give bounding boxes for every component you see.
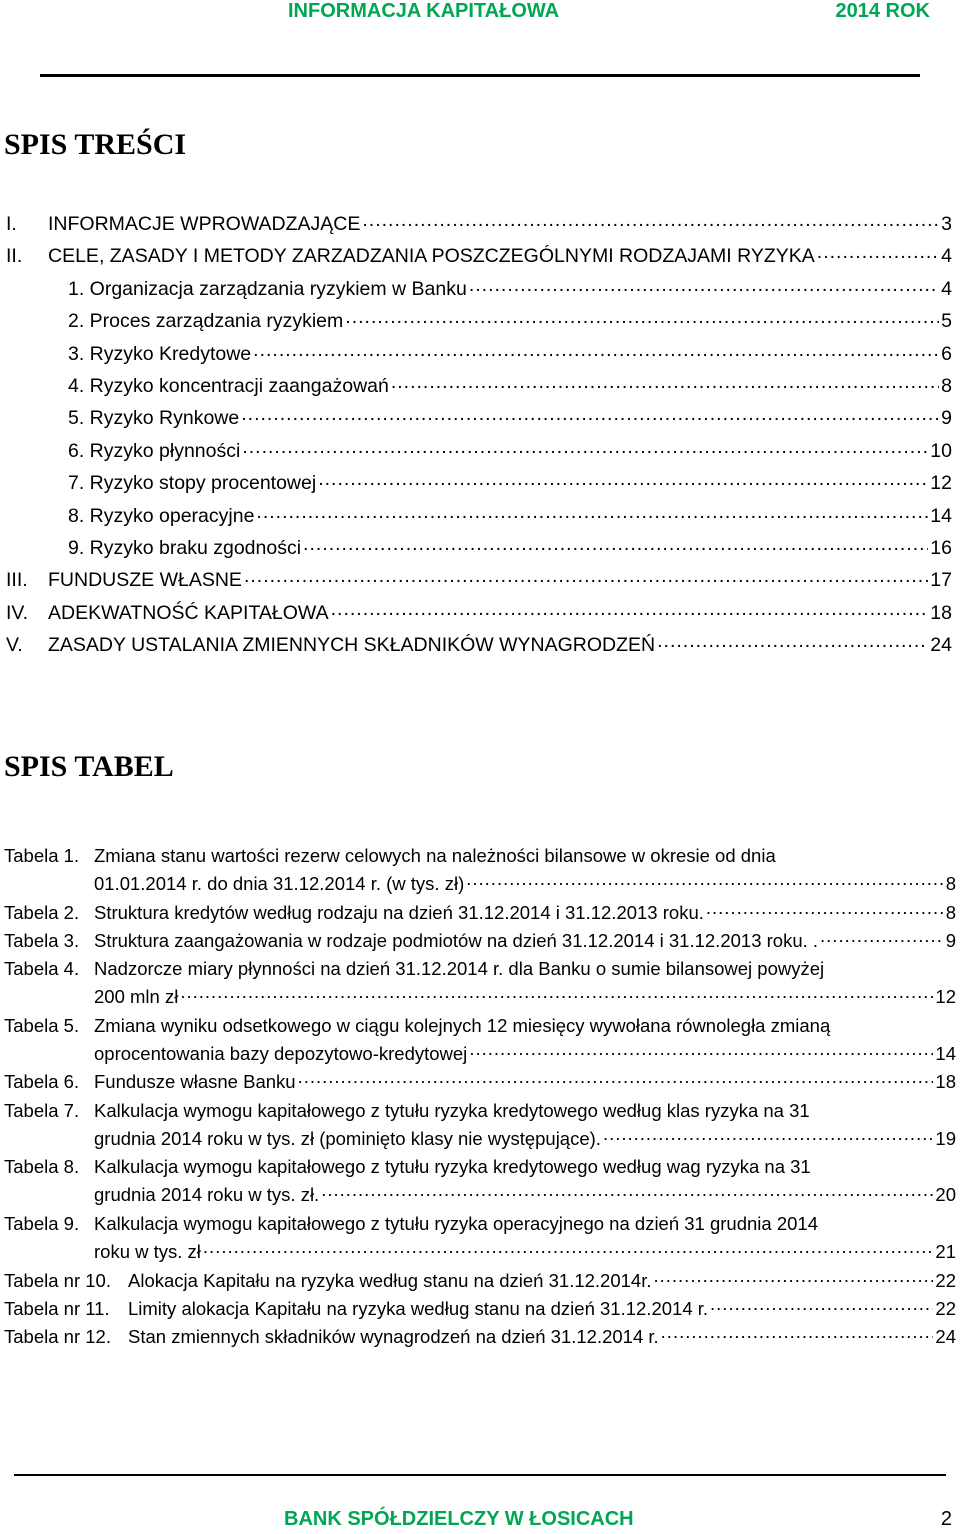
dot-leader: [710, 1290, 933, 1318]
table-entry-text: Nadzorcze miary płynności na dzień 31.12.2014 r. dla Banku o sumie bilansowej powyżej: [94, 958, 825, 980]
toc-entry-text: FUNDUSZE WŁASNE: [48, 569, 242, 592]
toc-entry-text: 9. Ryzyko braku zgodności: [68, 537, 302, 559]
table-entry-page: 22: [935, 1269, 956, 1291]
toc-entry-page: 6: [941, 342, 952, 365]
toc-entry[interactable]: [0, 431, 956, 463]
table-entry[interactable]: [4, 1153, 956, 1209]
table-entry-page: 14: [935, 1042, 956, 1064]
toc-entry-text: ZASADY USTALANIA ZMIENNYCH SKŁADNIKÓW WYNAGRODZEŃ: [48, 634, 656, 657]
toc-entry-page: 24: [930, 634, 952, 657]
toc-entry[interactable]: [0, 301, 956, 333]
table-entry-text: grudnia 2014 roku w tys. zł (pominięto klasy nie występujące).: [94, 1127, 601, 1149]
table-entry[interactable]: [4, 927, 956, 955]
footer-bank-name: BANK SPÓŁDZIELCZY W ŁOSICACH: [284, 1508, 634, 1530]
toc-entry-text: 6. Ryzyko płynności: [68, 439, 241, 462]
toc-entry-page: 17: [930, 569, 952, 592]
table-entry[interactable]: [4, 1068, 956, 1096]
table-entry-label: Tabela 4.: [4, 958, 80, 980]
table-entry-page: 19: [935, 1127, 956, 1149]
toc-entry-text: 5. Ryzyko Rynkowe: [68, 407, 240, 430]
toc-entry-number: II.: [6, 245, 23, 268]
table-entry[interactable]: [4, 1012, 956, 1068]
toc-entry-text: 4. Ryzyko koncentracji zaangażowań: [68, 375, 389, 397]
dot-leader: [345, 306, 939, 329]
dot-leader: [661, 1318, 934, 1346]
dot-leader: [391, 371, 939, 394]
table-entry-label: Tabela 2.: [4, 901, 80, 923]
table-entry-label: Tabela 6.: [4, 1071, 80, 1093]
dot-leader: [298, 1063, 934, 1091]
toc-entry-text: 7. Ryzyko stopy procentowej: [68, 472, 317, 495]
table-entry-label: Tabela nr 11.: [4, 1297, 110, 1319]
toc-entry-number: IV.: [6, 601, 29, 624]
page-number: 2: [940, 1508, 952, 1530]
table-entry-text: roku w tys. zł: [94, 1240, 201, 1262]
table-entry-page: 21: [935, 1240, 956, 1262]
dot-leader: [362, 209, 939, 232]
table-entry-page: 18: [935, 1071, 956, 1093]
table-entry-label: Tabela 1.: [4, 845, 80, 866]
toc-entry[interactable]: [0, 366, 956, 398]
table-entry-text: Kalkulacja wymogu kapitałowego z tytułu ryzyka kredytowego według wag ryzyka na 31: [94, 1156, 811, 1178]
table-entry-label: Tabela 3.: [4, 929, 80, 951]
toc-entry-page: 18: [930, 601, 952, 624]
toc-entry-page: 8: [941, 375, 952, 397]
table-entry-page: 20: [935, 1184, 956, 1206]
dot-leader: [469, 1035, 933, 1063]
toc-entry-text: 3. Ryzyko Kredytowe: [68, 342, 252, 365]
dot-leader: [242, 436, 928, 459]
toc-entry-page: 3: [941, 213, 952, 235]
toc-entry[interactable]: [0, 593, 956, 625]
table-entry-text: Zmiana stanu wartości rezerw celowych na należności bilansowe w okresie od dnia: [94, 845, 776, 866]
dot-leader: [817, 241, 939, 264]
table-entry-label: Tabela nr 10.: [4, 1269, 111, 1291]
toc-entry-page: 4: [941, 277, 952, 300]
tables-heading: SPIS TABEL: [4, 750, 174, 783]
table-entry-text: Kalkulacja wymogu kapitałowego z tytułu ryzyka kredytowego według klas ryzyka na 31: [94, 1099, 810, 1121]
toc-entry[interactable]: [0, 236, 956, 268]
dot-leader: [653, 1262, 933, 1290]
table-entry[interactable]: [4, 955, 956, 1011]
toc-entry-text: 2. Proces zarządzania ryzykiem: [68, 310, 344, 333]
toc-entry-page: 10: [930, 439, 952, 462]
table-entry-page: 8: [945, 901, 956, 923]
toc-entry[interactable]: [0, 528, 956, 560]
toc-entry[interactable]: [0, 204, 956, 236]
table-entry[interactable]: [4, 1210, 956, 1266]
table-entry-text: Limity alokacja Kapitału na ryzyka według stanu na dzień 31.12.2014 r.: [128, 1297, 709, 1319]
toc-entry-text: 8. Ryzyko operacyjne: [68, 504, 255, 527]
dot-leader: [180, 978, 933, 1006]
table-entry[interactable]: [4, 899, 956, 927]
dot-leader: [469, 274, 939, 297]
toc-entry[interactable]: [0, 463, 956, 495]
table-entry-page: 8: [945, 873, 956, 894]
table-entry-page: 12: [935, 986, 956, 1008]
toc-entry-page: 4: [941, 245, 952, 268]
table-entry[interactable]: [4, 1323, 956, 1351]
header-year: 2014 ROK: [835, 0, 930, 22]
toc-entry-number: III.: [6, 569, 28, 592]
table-entry[interactable]: [4, 1097, 956, 1153]
toc-entry-text: INFORMACJE WPROWADZAJĄCE: [48, 213, 361, 235]
table-entry-text: 200 mln zł: [94, 986, 179, 1008]
dot-leader: [820, 922, 944, 950]
toc-entry[interactable]: [0, 560, 956, 592]
table-entry-text: Struktura zaangażowania w rodzaje podmiotów na dzień 31.12.2014 i 31.12.2013 roku. .: [94, 929, 819, 951]
dot-leader: [256, 501, 928, 524]
table-entry-text: Stan zmiennych składników wynagrodzeń na dzień 31.12.2014 r.: [128, 1326, 659, 1348]
dot-leader: [706, 894, 944, 922]
toc-entry[interactable]: [0, 398, 956, 430]
table-entry-text: oprocentowania bazy depozytowo-kredytowej: [94, 1042, 468, 1064]
toc-entry-number: V.: [6, 634, 23, 657]
toc-entry-page: 9: [941, 407, 952, 430]
header-rule: [40, 74, 920, 77]
table-entry-text: Fundusze własne Banku: [94, 1071, 296, 1093]
table-entry-page: 24: [935, 1326, 956, 1348]
toc-entry-number: I.: [6, 213, 17, 235]
dot-leader: [244, 565, 928, 588]
table-entry-page: 22: [935, 1297, 956, 1319]
toc-entry-text: CELE, ZASADY I METODY ZARZADZANIA POSZCZEGÓLNYMI RODZAJAMI RYZYKA: [48, 245, 815, 268]
table-entry-label: Tabela 7.: [4, 1099, 80, 1121]
dot-leader: [321, 1176, 933, 1204]
table-entry-text: Kalkulacja wymogu kapitałowego z tytułu ryzyka operacyjnego na dzień 31 grudnia 2014: [94, 1212, 818, 1234]
dot-leader: [466, 865, 943, 893]
dot-leader: [331, 598, 929, 621]
table-entry-label: Tabela nr 12.: [4, 1326, 111, 1348]
table-entry-text: 01.01.2014 r. do dnia 31.12.2014 r. (w tys. zł): [94, 873, 465, 894]
dot-leader: [603, 1120, 933, 1148]
table-entry-text: Struktura kredytów według rodzaju na dzień 31.12.2014 i 31.12.2013 roku.: [94, 901, 704, 923]
table-entry-label: Tabela 8.: [4, 1156, 80, 1178]
toc-entry[interactable]: [0, 334, 956, 366]
toc-entry-page: 5: [941, 310, 952, 333]
table-entry[interactable]: [4, 842, 956, 898]
dot-leader: [203, 1233, 934, 1261]
header-title: INFORMACJA KAPITAŁOWA: [288, 0, 560, 22]
table-entry-text: Zmiana wyniku odsetkowego w ciągu kolejnych 12 miesięcy wywołana równoległa zmianą: [94, 1014, 831, 1036]
toc-entry-page: 14: [930, 504, 952, 527]
dot-leader: [241, 403, 939, 426]
dot-leader: [318, 468, 928, 491]
toc-entry[interactable]: [0, 496, 956, 528]
toc-entry-text: ADEKWATNOŚĆ KAPITAŁOWA: [48, 601, 329, 624]
footer-rule: [14, 1474, 946, 1476]
dot-leader: [303, 533, 928, 556]
table-entry-label: Tabela 5.: [4, 1014, 80, 1036]
toc-heading: SPIS TREŚCI: [4, 128, 187, 161]
table-entry-text: grudnia 2014 roku w tys. zł.: [94, 1184, 320, 1206]
toc-entry[interactable]: [0, 269, 956, 301]
table-entry-page: 9: [945, 929, 956, 951]
toc-entry-text: 1. Organizacja zarządzania ryzykiem w Banku: [68, 277, 467, 300]
dot-leader: [657, 630, 928, 653]
table-entry-label: Tabela 9.: [4, 1212, 80, 1234]
table-entry-text: Alokacja Kapitału na ryzyka według stanu na dzień 31.12.2014r.: [128, 1269, 652, 1291]
toc-entry-page: 16: [930, 537, 952, 559]
dot-leader: [253, 339, 939, 362]
toc-entry[interactable]: [0, 625, 956, 657]
toc-entry-page: 12: [930, 472, 952, 495]
